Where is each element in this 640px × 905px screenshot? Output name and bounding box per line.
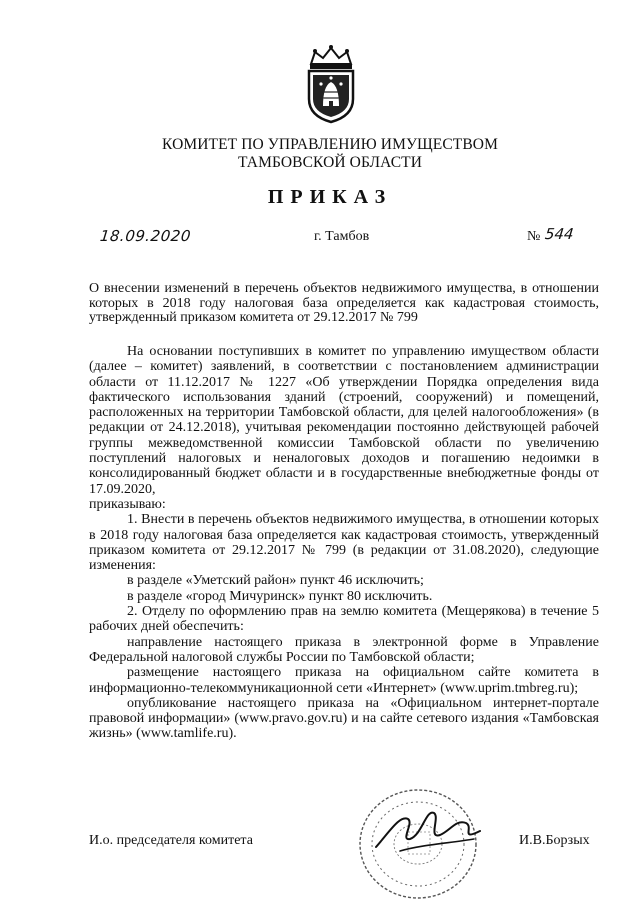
order-number: 544 bbox=[544, 225, 575, 243]
document-type-title: ПРИКАЗ bbox=[267, 186, 393, 208]
preamble-paragraph: На основании поступивших в комитет по управлению имуществом области (далее – комитет) заявлений, в соответствии с постановлением администрации области от 11.12.2017 № 1227 «Об утверждении Порядка определения вида фактического использования зданий (строений, сооружений) и помещений, расположенных на территории Тамбовской области, для целей налогообложения» (в редакции от 24.12.2018), учитывая рекомендации постоянно действующей рабочей группы межведомственной комиссии Тамбовской области по увеличению поступлений налоговых и неналоговых доходов и погашению недоимки в консолидированный бюджет области и в государственные внебюджетные фонды от 17.09.2020, bbox=[89, 344, 599, 497]
organization-name bbox=[150, 136, 510, 172]
organization-name-line-1: КОМИТЕТ ПО УПРАВЛЕНИЮ ИМУЩЕСТВОМ bbox=[162, 136, 498, 153]
signer-position: И.о. председателя комитета bbox=[89, 833, 253, 848]
item-2-task-a: направление настоящего приказа в электронной форме в Управление Федеральной налоговой службы России по Тамбовской области; bbox=[89, 634, 599, 665]
item-1-paragraph: 1. Внести в перечень объектов недвижимого имущества, в отношении которых в 2018 году налоговая база определяется как кадастровая стоимость, утвержденный приказом комитета от 29.12.2017 № 799 (в редакции от 31.08.2020), следующие изменения: bbox=[89, 512, 599, 574]
order-word: приказываю: bbox=[89, 496, 166, 512]
order-body bbox=[89, 344, 599, 742]
item-1-change-a: в разделе «Уметский район» пункт 46 исключить; bbox=[127, 573, 424, 589]
item-2-task-b: размещение настоящего приказа на официальном сайте комитета в информационно-телекоммуникационной сети «Интернет» (www.uprim.tmbreg.ru); bbox=[89, 665, 599, 696]
order-number-sign: № bbox=[527, 229, 541, 244]
item-2-paragraph: 2. Отделу по оформлению прав на землю комитета (Мещерякова) в течение 5 рабочих дней обеспечить: bbox=[89, 604, 599, 635]
item-2-task-c: опубликование настоящего приказа на «Официальном интернет-портале правовой информации» (www.pravo.gov.ru) и на сайте сетевого издания «Тамбовская жизнь» (www.tamlife.ru). bbox=[89, 695, 599, 742]
handwritten-signature-icon bbox=[370, 795, 490, 865]
signer-name: И.В.Борзых bbox=[519, 833, 590, 848]
order-subject: О внесении изменений в перечень объектов недвижимого имущества, в отношении которых в 2018 году налоговая база определяется как кадастровая стоимость, утвержденный приказом комитета от 29.12.2017 № 799 bbox=[89, 281, 599, 325]
tambov-coat-of-arms-icon bbox=[297, 44, 365, 124]
order-city: г. Тамбов bbox=[314, 229, 370, 244]
order-date: 18.09.2020 bbox=[99, 227, 192, 245]
item-1-change-b: в разделе «город Мичуринск» пункт 80 исключить. bbox=[127, 588, 433, 604]
organization-name-line-2: ТАМБОВСКОЙ ОБЛАСТИ bbox=[238, 154, 422, 171]
